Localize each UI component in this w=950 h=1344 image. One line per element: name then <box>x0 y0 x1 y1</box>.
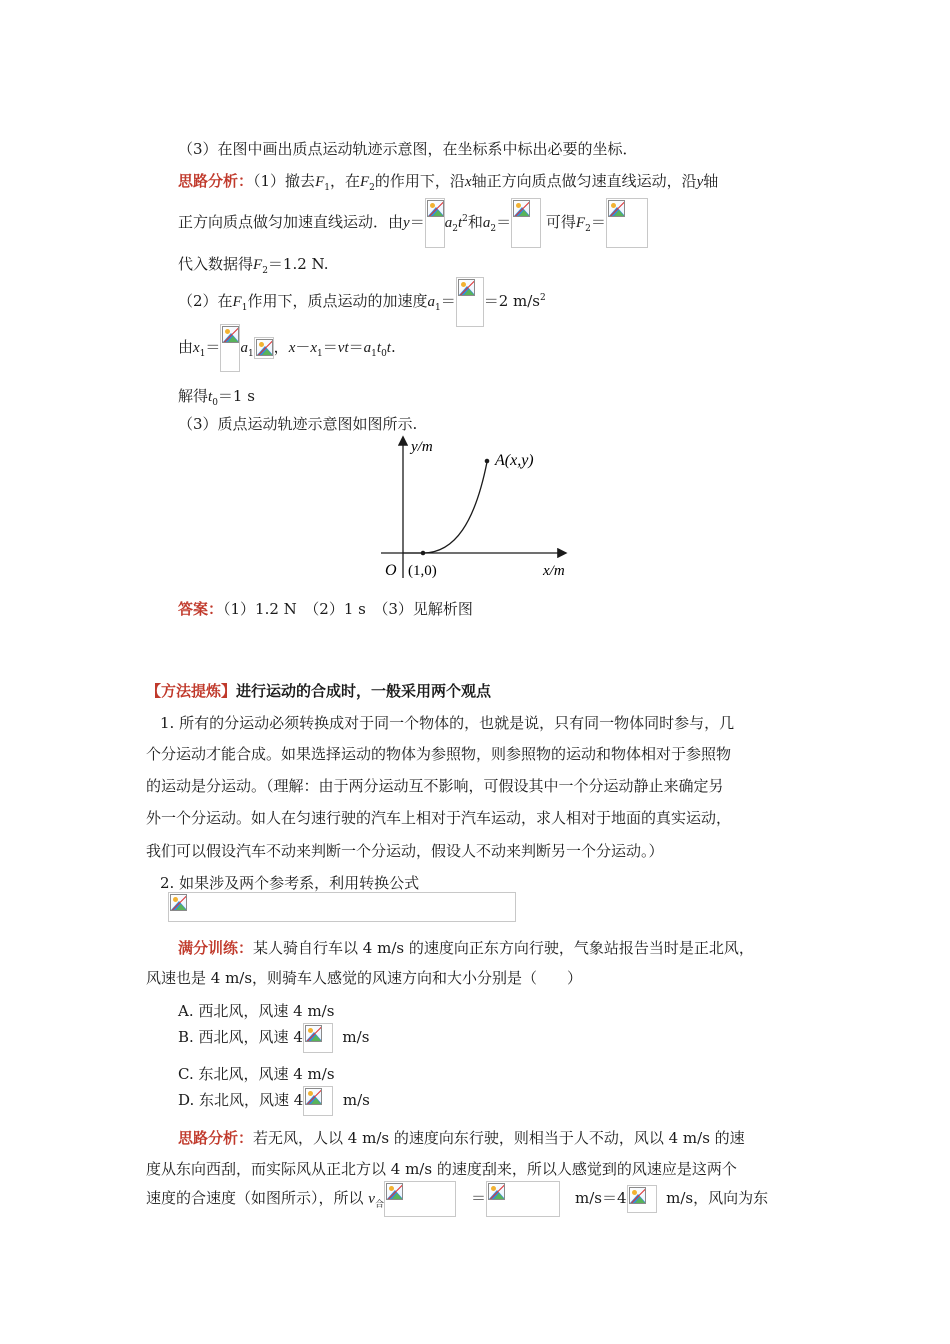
analysis-label: 思路分析： <box>178 172 254 190</box>
formula-image-placeholder <box>627 1185 657 1213</box>
method-paragraph-line: 的运动是分运动。（理解：由于两分运动互不影响，可假设其中一个分运动静止来确定另 <box>146 777 724 795</box>
method-paragraph-line: 2. 如果涉及两个参考系，利用转换公式 <box>160 874 420 892</box>
velocity-subscript: 合 <box>374 1200 384 1210</box>
text-segment: ＝ <box>471 1189 487 1207</box>
text-segment: 某人骑自行车以 4 m/s 的速度向正东方向行驶，气象站报告当时是正北风， <box>253 939 754 957</box>
formula-image-placeholder <box>384 1181 456 1217</box>
option-text: D. 东北风，风速 4 <box>178 1091 304 1109</box>
text-segment: 速度的合速度（如图所示），所以 <box>146 1189 364 1207</box>
text-segment: 和 <box>467 213 483 231</box>
text-segment: m/s＝4 <box>575 1189 627 1207</box>
text-segment: ＝2 m/s <box>483 292 541 310</box>
method-paragraph-line: 1. 所有的分运动必须转换成对于同一个物体的，也就是说，只有同一物体同时参与，几 <box>160 714 735 732</box>
text-segment: ，在 <box>329 172 360 190</box>
formula-image-placeholder <box>425 198 445 248</box>
trajectory-figure <box>375 432 585 582</box>
text-segment: 正方向质点做匀加速直线运动．由 <box>178 213 404 231</box>
formula-image-placeholder <box>511 198 541 248</box>
training-line-2: 风速也是 4 m/s，则骑车人感觉的风速方向和大小分别是（ ） <box>146 969 583 987</box>
option-unit: m/s <box>342 1028 370 1046</box>
text-segment: 解得 <box>178 387 209 405</box>
question-3-text: （3）在图中画出质点运动轨迹示意图，在坐标系中标出必要的坐标． <box>178 140 638 158</box>
text-segment: 若无风，人以 4 m/s 的速度向东行驶，则相当于人不动，风以 4 m/s 的速 <box>253 1129 745 1147</box>
method-title: 进行运动的合成时，一般采用两个观点 <box>236 682 492 700</box>
formula-image-placeholder <box>456 277 484 327</box>
start-point-label: (1,0) <box>408 563 437 579</box>
text-segment: m/s，风向为东 <box>666 1189 769 1207</box>
formula-image-placeholder <box>486 1181 560 1217</box>
text-segment: 由 <box>178 338 194 356</box>
analysis-line-5: 由$x_1=$ $a_1$ ，$x-x_1=vt=a_1t_0t$. <box>178 322 396 379</box>
option-b[interactable] <box>178 1022 369 1053</box>
text-segment: 代入数据得 <box>178 255 254 273</box>
text-segment: 轴 <box>703 172 719 190</box>
method-label: 【方法提炼】 <box>146 682 237 700</box>
formula-image-placeholder <box>254 337 274 359</box>
option-d[interactable] <box>178 1085 370 1116</box>
end-point-label: A(x,y) <box>495 452 534 469</box>
method-paragraph-line: 我们可以假设汽车不动来判断一个分运动，假设人不动来判断另一个分运动。） <box>146 842 664 860</box>
answer-line <box>178 598 473 620</box>
text-segment: ＝1.2 N. <box>267 255 329 273</box>
y-axis-label: y/m <box>411 439 433 455</box>
trajectory-curve <box>403 462 487 553</box>
answer-label: 答案： <box>178 600 224 618</box>
text-segment: （1）撤去 <box>253 172 316 190</box>
velocity-symbol: v <box>368 1191 375 1207</box>
training-line-1 <box>178 937 754 959</box>
training-label: 满分训练： <box>178 939 254 957</box>
analysis-line-3: 代入数据得$F_2=1.2$ N. <box>178 255 329 276</box>
analysis2-line-2: 度从东向西刮，而实际风从正北方以 4 m/s 的速度刮来，所以人感觉到的风速应是这两个 <box>146 1160 737 1178</box>
text-segment: ， <box>273 338 289 356</box>
option-unit: m/s <box>342 1091 370 1109</box>
analysis-line-6: 解得$t_0=1$ s <box>178 387 255 408</box>
formula-image-placeholder <box>168 892 516 922</box>
analysis2-label: 思路分析： <box>178 1129 254 1147</box>
option-c[interactable]: C. 东北风，风速 4 m/s <box>178 1065 335 1083</box>
analysis2-line-1 <box>178 1127 745 1149</box>
analysis-line-1: 思路分析：（1）撤去$F_1$，在$F_2$的作用下，沿x轴正方向质点做匀速直线运动，沿y轴 <box>178 172 719 193</box>
analysis-line-2: 正方向质点做匀加速直线运动．由y＝ $a_2t^2$和$a_2=$ 可得$F_2=$ <box>178 198 648 250</box>
start-point-dot <box>421 551 426 556</box>
text-segment: 的作用下，沿 <box>374 172 465 190</box>
analysis2-line-3 <box>146 1178 768 1225</box>
text-segment: 轴正方向质点做匀速直线运动，沿 <box>471 172 697 190</box>
analysis-line-7: （3）质点运动轨迹示意图如图所示. <box>178 415 418 433</box>
answer-text: （1）1.2 N （2）1 s （3）见解析图 <box>223 600 473 618</box>
text-segment: （2）在 <box>178 292 233 310</box>
formula-image-placeholder <box>303 1023 333 1053</box>
formula-image-placeholder <box>220 324 240 372</box>
formula-image-placeholder <box>303 1086 333 1116</box>
text-segment: ＝1 s <box>217 387 255 405</box>
x-axis-label: x/m <box>543 563 565 579</box>
analysis-line-4: （2）在$F_1$作用下，质点运动的加速度$a_1=$ ＝2 $m/s^2$ <box>178 272 546 334</box>
method-paragraph-line: 个分运动才能合成。如果选择运动的物体为参照物，则参照物的运动和物体相对于参照物 <box>146 745 732 763</box>
text-segment: 作用下，质点运动的加速度 <box>247 292 428 310</box>
option-a[interactable]: A. 西北风，风速 4 m/s <box>178 1002 335 1020</box>
formula-image-placeholder <box>606 198 648 248</box>
end-point-dot <box>485 459 490 464</box>
method-heading <box>146 680 491 702</box>
method-paragraph-line: 外一个分运动。如人在匀速行驶的汽车上相对于汽车运动，求人相对于地面的真实运动， <box>146 809 732 827</box>
option-text: B. 西北风，风速 4 <box>178 1028 303 1046</box>
text-segment: 可得 <box>545 213 576 231</box>
origin-label: O <box>385 562 397 579</box>
